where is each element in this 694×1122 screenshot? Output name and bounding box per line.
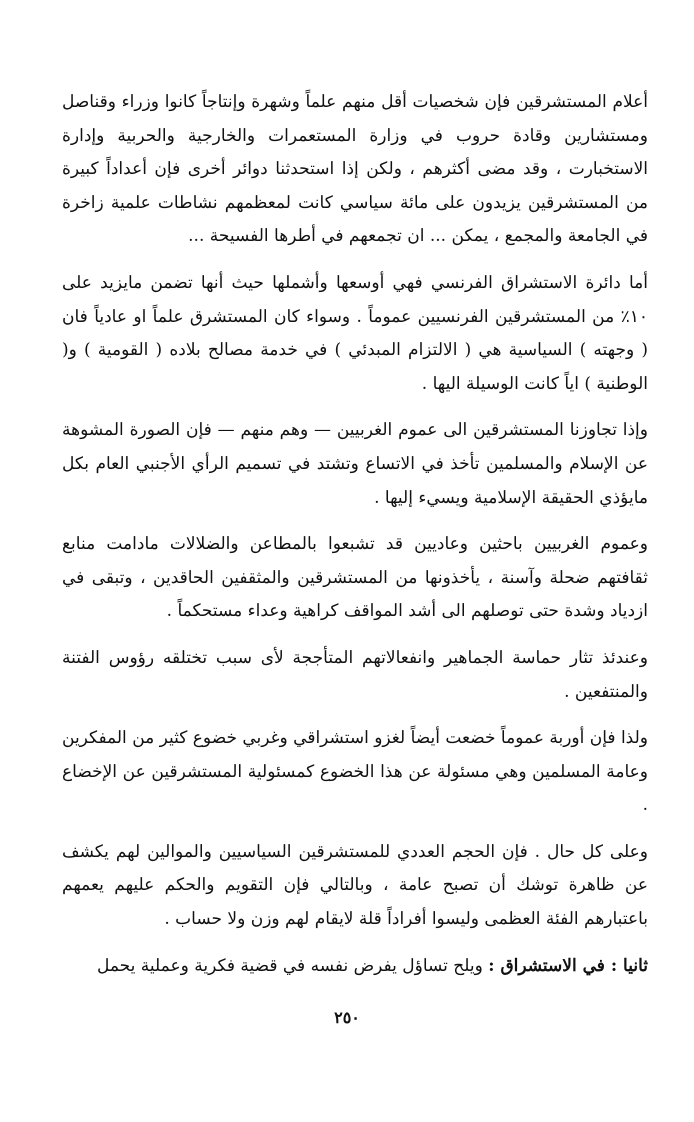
text-line: الجامعة والمجمع ، يمكن ... ان تجمعهم في أطرها الفسيحة ... <box>188 226 621 247</box>
text-line: ( القومية ) و( الوطنية ) اياً كانت الوسيلة اليها . <box>62 340 648 394</box>
text-line: الفتنة والمنتفعين . <box>62 647 648 702</box>
text-line: ولذا فإن أوربة عموماً خضعت أيضاً لغزو استشراقي وغربي خضوع كثير من <box>132 728 648 749</box>
text-line: ومستشارين وقادة حروب في وزارة المستعمرات والخارجية والحربية وإدارة <box>62 125 648 146</box>
paragraph-5 <box>62 642 648 709</box>
text-line: الاستخبارت ، وقد مضى أكثرهم ، ولكن إذا استحدثنا دوائر أخرى فإن أعداداً كبيرة <box>62 159 648 180</box>
page-number: ٢٥٠ <box>334 1008 360 1027</box>
text-line: على ١٠٪ من المستشرقين الفرنسيين عموماً . وسواء كان المستشرق علماً او عادياً <box>62 272 648 327</box>
paragraph-8 <box>62 950 648 984</box>
text-line: أعلام المستشرقين فإن شخصيات أقل منهم علماً وشهرة وإنتاجاً كانوا وزراء وقناصل <box>62 92 648 112</box>
text-line: المشوهة عن الإسلام والمسلمين تأخذ في الاتساع وتشتد في تسميم الرأي الأجنبي <box>62 420 648 474</box>
text-line: أما دائرة الاستشراق الفرنسي فهي أوسعها وأشملها حيث أنها تضمن مايزيد <box>100 272 649 293</box>
text-line: فان ( وجهته ) السياسية هي ( الالتزام المبدئي ) في خدمة مصالح بلاده <box>62 306 649 361</box>
text-line: يكشف عن ظاهرة توشك أن تصبح عامة ، وبالتالي فإن التقويم والحكم عليهم <box>62 841 649 896</box>
paragraph-3 <box>62 414 648 515</box>
text-line: عن الإخضاع . <box>62 761 648 816</box>
text-line: يعمهم باعتبارهم الفئة العظمى وليسوا أفراداً قلة لايقام لهم وزن ولا حساب . <box>62 875 648 930</box>
text-line: ويلح تساؤل يفرض نفسه في قضية فكرية وعملية يحمل <box>96 955 489 976</box>
text-line: وعلى كل حال . فإن الحجم العددي للمستشرقين السياسيين والموالين لهم <box>115 841 649 862</box>
paragraph-2 <box>62 267 648 401</box>
text-line: العام بكل مايؤذي الحقيقة الإسلامية ويسيء إليها . <box>62 453 648 508</box>
text-line: من المستشرقين يزيدون على مائة سياسي كانت لمعظمهم نشاطات علمية زاخرة في <box>62 192 648 247</box>
paragraph-7 <box>62 836 648 937</box>
paragraph-4 <box>62 528 648 629</box>
text-line: وإذا تجاوزنا المستشرقين الى عموم الغربيين — وهم منهم — فإن الصورة <box>129 420 648 441</box>
paragraph-6 <box>62 722 648 823</box>
text-line: وعموم الغربيين باحثين وعاديين قد تشبعوا بالمطاعن والضلالات مادامت منابع <box>62 534 648 555</box>
text-line: وعندئذ تثار حماسة الجماهير وانفعالاتهم المتأججة لأى سبب تختلقه رؤوس <box>108 647 648 668</box>
section-heading-inline: ثانيا : في الاستشراق : <box>488 955 648 976</box>
body-text <box>62 86 648 983</box>
text-line: ازدياد وشدة حتى توصلهم الى أشد المواقف كراهية وعداء مستحكماً . <box>166 601 648 622</box>
text-line: ثقافتهم ضحلة وآسنة ، يأخذونها من المستشرقين والمثقفين الحاقدين ، وتبقى في <box>62 567 648 588</box>
text-line: المفكرين وعامة المسلمين وهي مسئولة عن هذا الخضوع كمسئولية المستشرقين <box>62 728 649 782</box>
paragraph-1 <box>62 86 648 254</box>
